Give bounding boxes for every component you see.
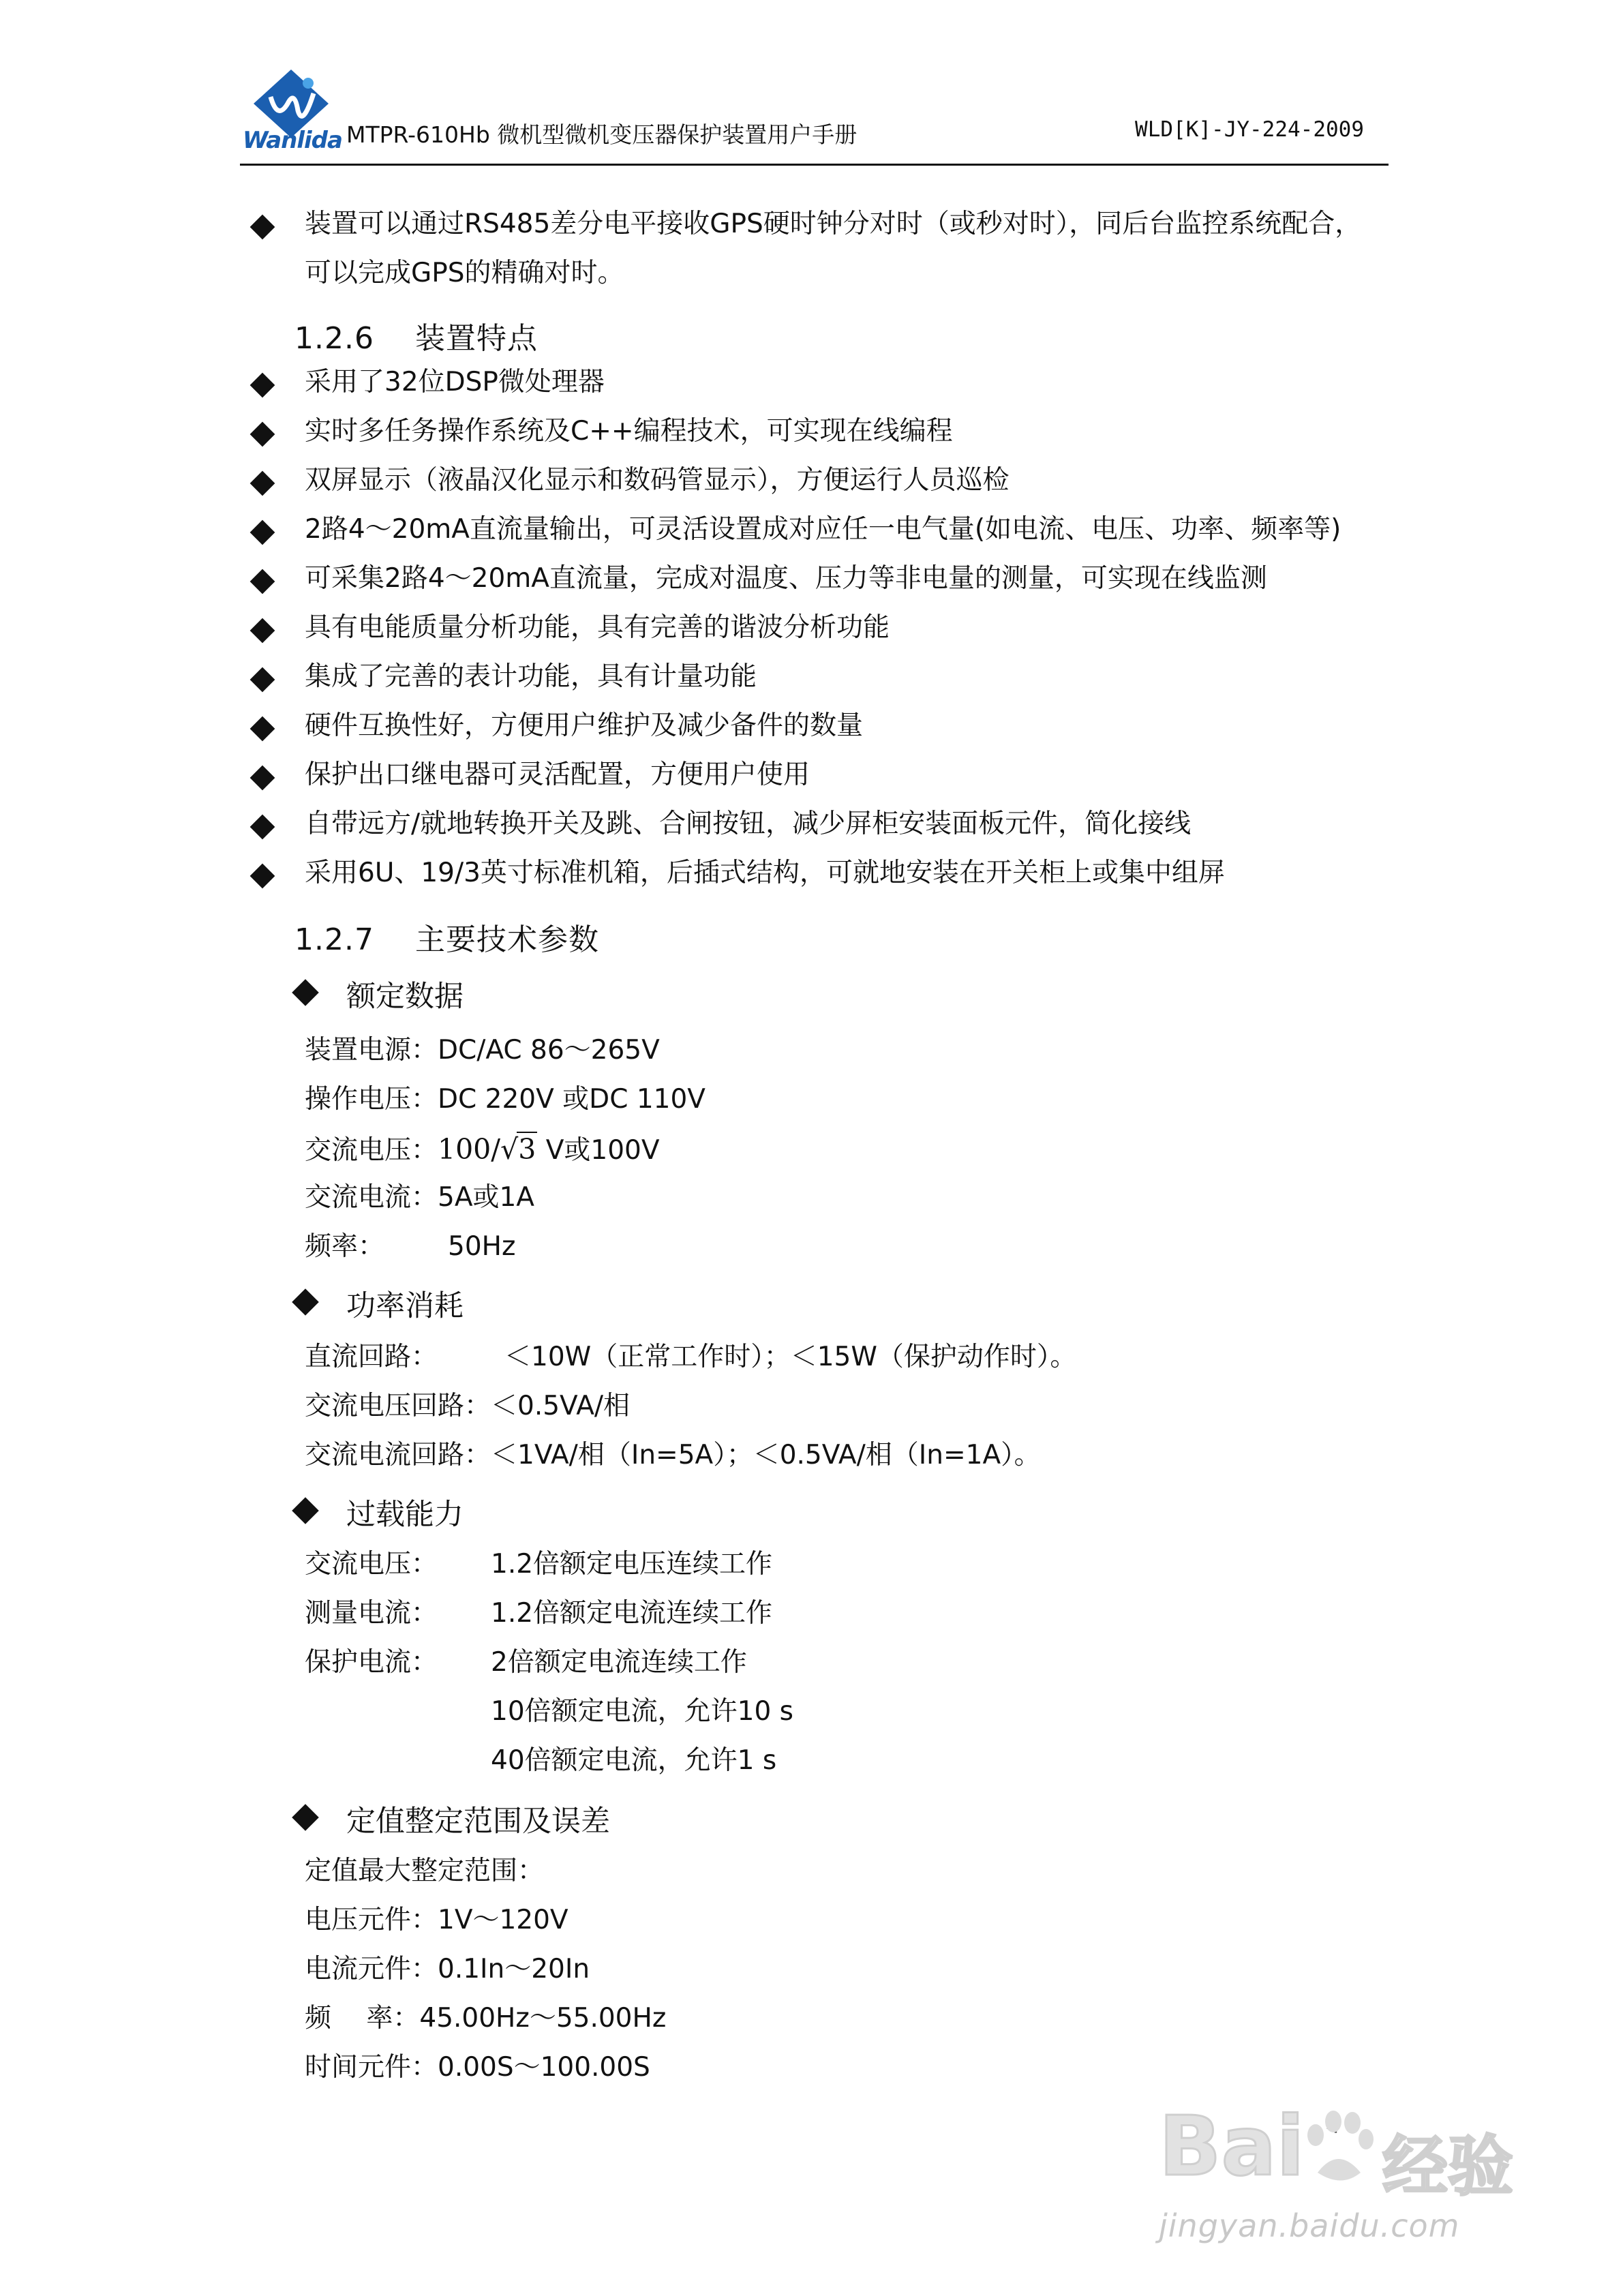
bullet-icon [292, 1497, 319, 1524]
bullet-icon [250, 422, 275, 447]
feature-item: 硬件互换性好，方便用户维护及减少备件的数量 [305, 710, 864, 741]
rated-frequency-label: 频率： [305, 1231, 385, 1262]
bullet-icon [250, 864, 275, 889]
watermark-suffix: 经验 [1382, 2128, 1513, 2205]
bullet-icon [250, 471, 275, 496]
subsection-title-setting: 定值整定范围及误差 [346, 1804, 610, 1839]
overload-row-label: 测量电流： [305, 1598, 438, 1629]
setting-max-range: 定值最大整定范围： [305, 1856, 545, 1886]
feature-item: 自带远方/就地转换开关及跳、合闸按钮，减少屏柜安装面板元件，简化接线 [305, 809, 1192, 839]
setting-current: 电流元件：0.1In～20In [305, 1954, 590, 1984]
bullet-icon [250, 766, 275, 791]
ac-voltage-label: 交流电压： [305, 1135, 438, 1166]
paw-icon [1301, 2108, 1376, 2190]
bullet-icon [250, 373, 275, 398]
watermark-url: jingyan.baidu.com [1159, 2207, 1460, 2244]
overload-row-value: 40倍额定电流，允许1 s [491, 1745, 777, 1776]
overload-row-label: 保护电流： [305, 1647, 438, 1678]
header-divider [240, 164, 1389, 166]
rated-power-supply: 装置电源：DC/AC 86～265V [305, 1035, 660, 1066]
rated-frequency-value: 50Hz [448, 1231, 516, 1262]
setting-time: 时间元件：0.00S～100.00S [305, 2052, 650, 2083]
overload-row-value: 10倍额定电流，允许10 s [491, 1696, 793, 1727]
watermark-brand: Bai [1159, 2100, 1305, 2194]
feature-item: 实时多任务操作系统及C++编程技术，可实现在线编程 [305, 416, 953, 447]
overload-row-value: 1.2倍额定电流连续工作 [491, 1598, 773, 1629]
ac-voltage-suffix: V或100V [537, 1135, 660, 1166]
bullet-icon [250, 618, 275, 644]
sqrt-symbol-icon: √ [500, 1133, 519, 1166]
document-code: WLD[K]-JY-224-2009 [1135, 117, 1364, 142]
consumption-dc-label: 直流回路： [305, 1342, 438, 1372]
subsection-title-consumption: 功率消耗 [346, 1289, 464, 1323]
ac-voltage-fraction: 100/ [438, 1133, 501, 1166]
consumption-ac-current: 交流电流回路：＜1VA/相（In=5A）；＜0.5VA/相（In=1A）。 [305, 1440, 1041, 1470]
subsection-title-overload: 过载能力 [346, 1498, 464, 1532]
consumption-dc-value: ＜10W（正常工作时）；＜15W（保护动作时）。 [504, 1342, 1077, 1372]
intro-line-2: 可以完成GPS的精确对时。 [305, 258, 624, 288]
subsection-title-rated: 额定数据 [346, 980, 464, 1014]
logo-wordmark: Wanlida [243, 127, 342, 154]
bullet-icon [250, 815, 275, 840]
overload-row-value: 1.2倍额定电压连续工作 [491, 1549, 773, 1580]
feature-item: 保护出口继电器可灵活配置，方便用户使用 [305, 759, 810, 790]
document-title: MTPR-610Hb 微机型微机变压器保护装置用户手册 [346, 121, 858, 148]
feature-item: 集成了完善的表计功能，具有计量功能 [305, 661, 757, 692]
bullet-icon [250, 215, 275, 240]
rated-ac-voltage [305, 1132, 660, 1167]
setting-frequency: 频 率：45.00Hz～55.00Hz [305, 2003, 667, 2034]
overload-row-label: 交流电压： [305, 1549, 438, 1580]
feature-item: 采用了32位DSP微处理器 [305, 367, 605, 397]
bullet-icon [250, 716, 275, 742]
feature-item: 具有电能质量分析功能，具有完善的谐波分析功能 [305, 612, 890, 643]
rated-operating-voltage: 操作电压：DC 220V 或DC 110V [305, 1084, 706, 1115]
page-header [0, 0, 1623, 170]
setting-voltage: 电压元件：1V～120V [305, 1905, 568, 1935]
consumption-ac-voltage: 交流电压回路：＜0.5VA/相 [305, 1391, 631, 1421]
bullet-icon [250, 569, 275, 594]
bullet-icon [292, 979, 319, 1006]
overload-row-value: 2倍额定电流连续工作 [491, 1647, 747, 1678]
feature-item: 双屏显示（液晶汉化显示和数码管显示），方便运行人员巡检 [305, 465, 1010, 496]
bullet-icon [292, 1804, 319, 1831]
feature-item: 采用6U、19/3英寸标准机箱，后插式结构，可就地安装在开关柜上或集中组屏 [305, 858, 1225, 888]
bullet-icon [250, 520, 275, 545]
bullet-icon [292, 1288, 319, 1316]
intro-line-1: 装置可以通过RS485差分电平接收GPS硬时钟分对时（或秒对时），同后台监控系统配合， [305, 209, 1362, 239]
ac-voltage-root: 3 [518, 1133, 536, 1166]
rated-ac-current: 交流电流：5A或1A [305, 1182, 534, 1213]
section-heading-126: 1.2.6 装置特点 [294, 321, 538, 356]
feature-item: 可采集2路4～20mA直流量，完成对温度、压力等非电量的测量，可实现在线监测 [305, 563, 1267, 594]
section-heading-127: 1.2.7 主要技术参数 [294, 922, 599, 957]
bullet-icon [250, 667, 275, 693]
feature-item: 2路4～20mA直流量输出，可灵活设置成对应任一电气量(如电流、电压、功率、频率等) [305, 514, 1341, 545]
